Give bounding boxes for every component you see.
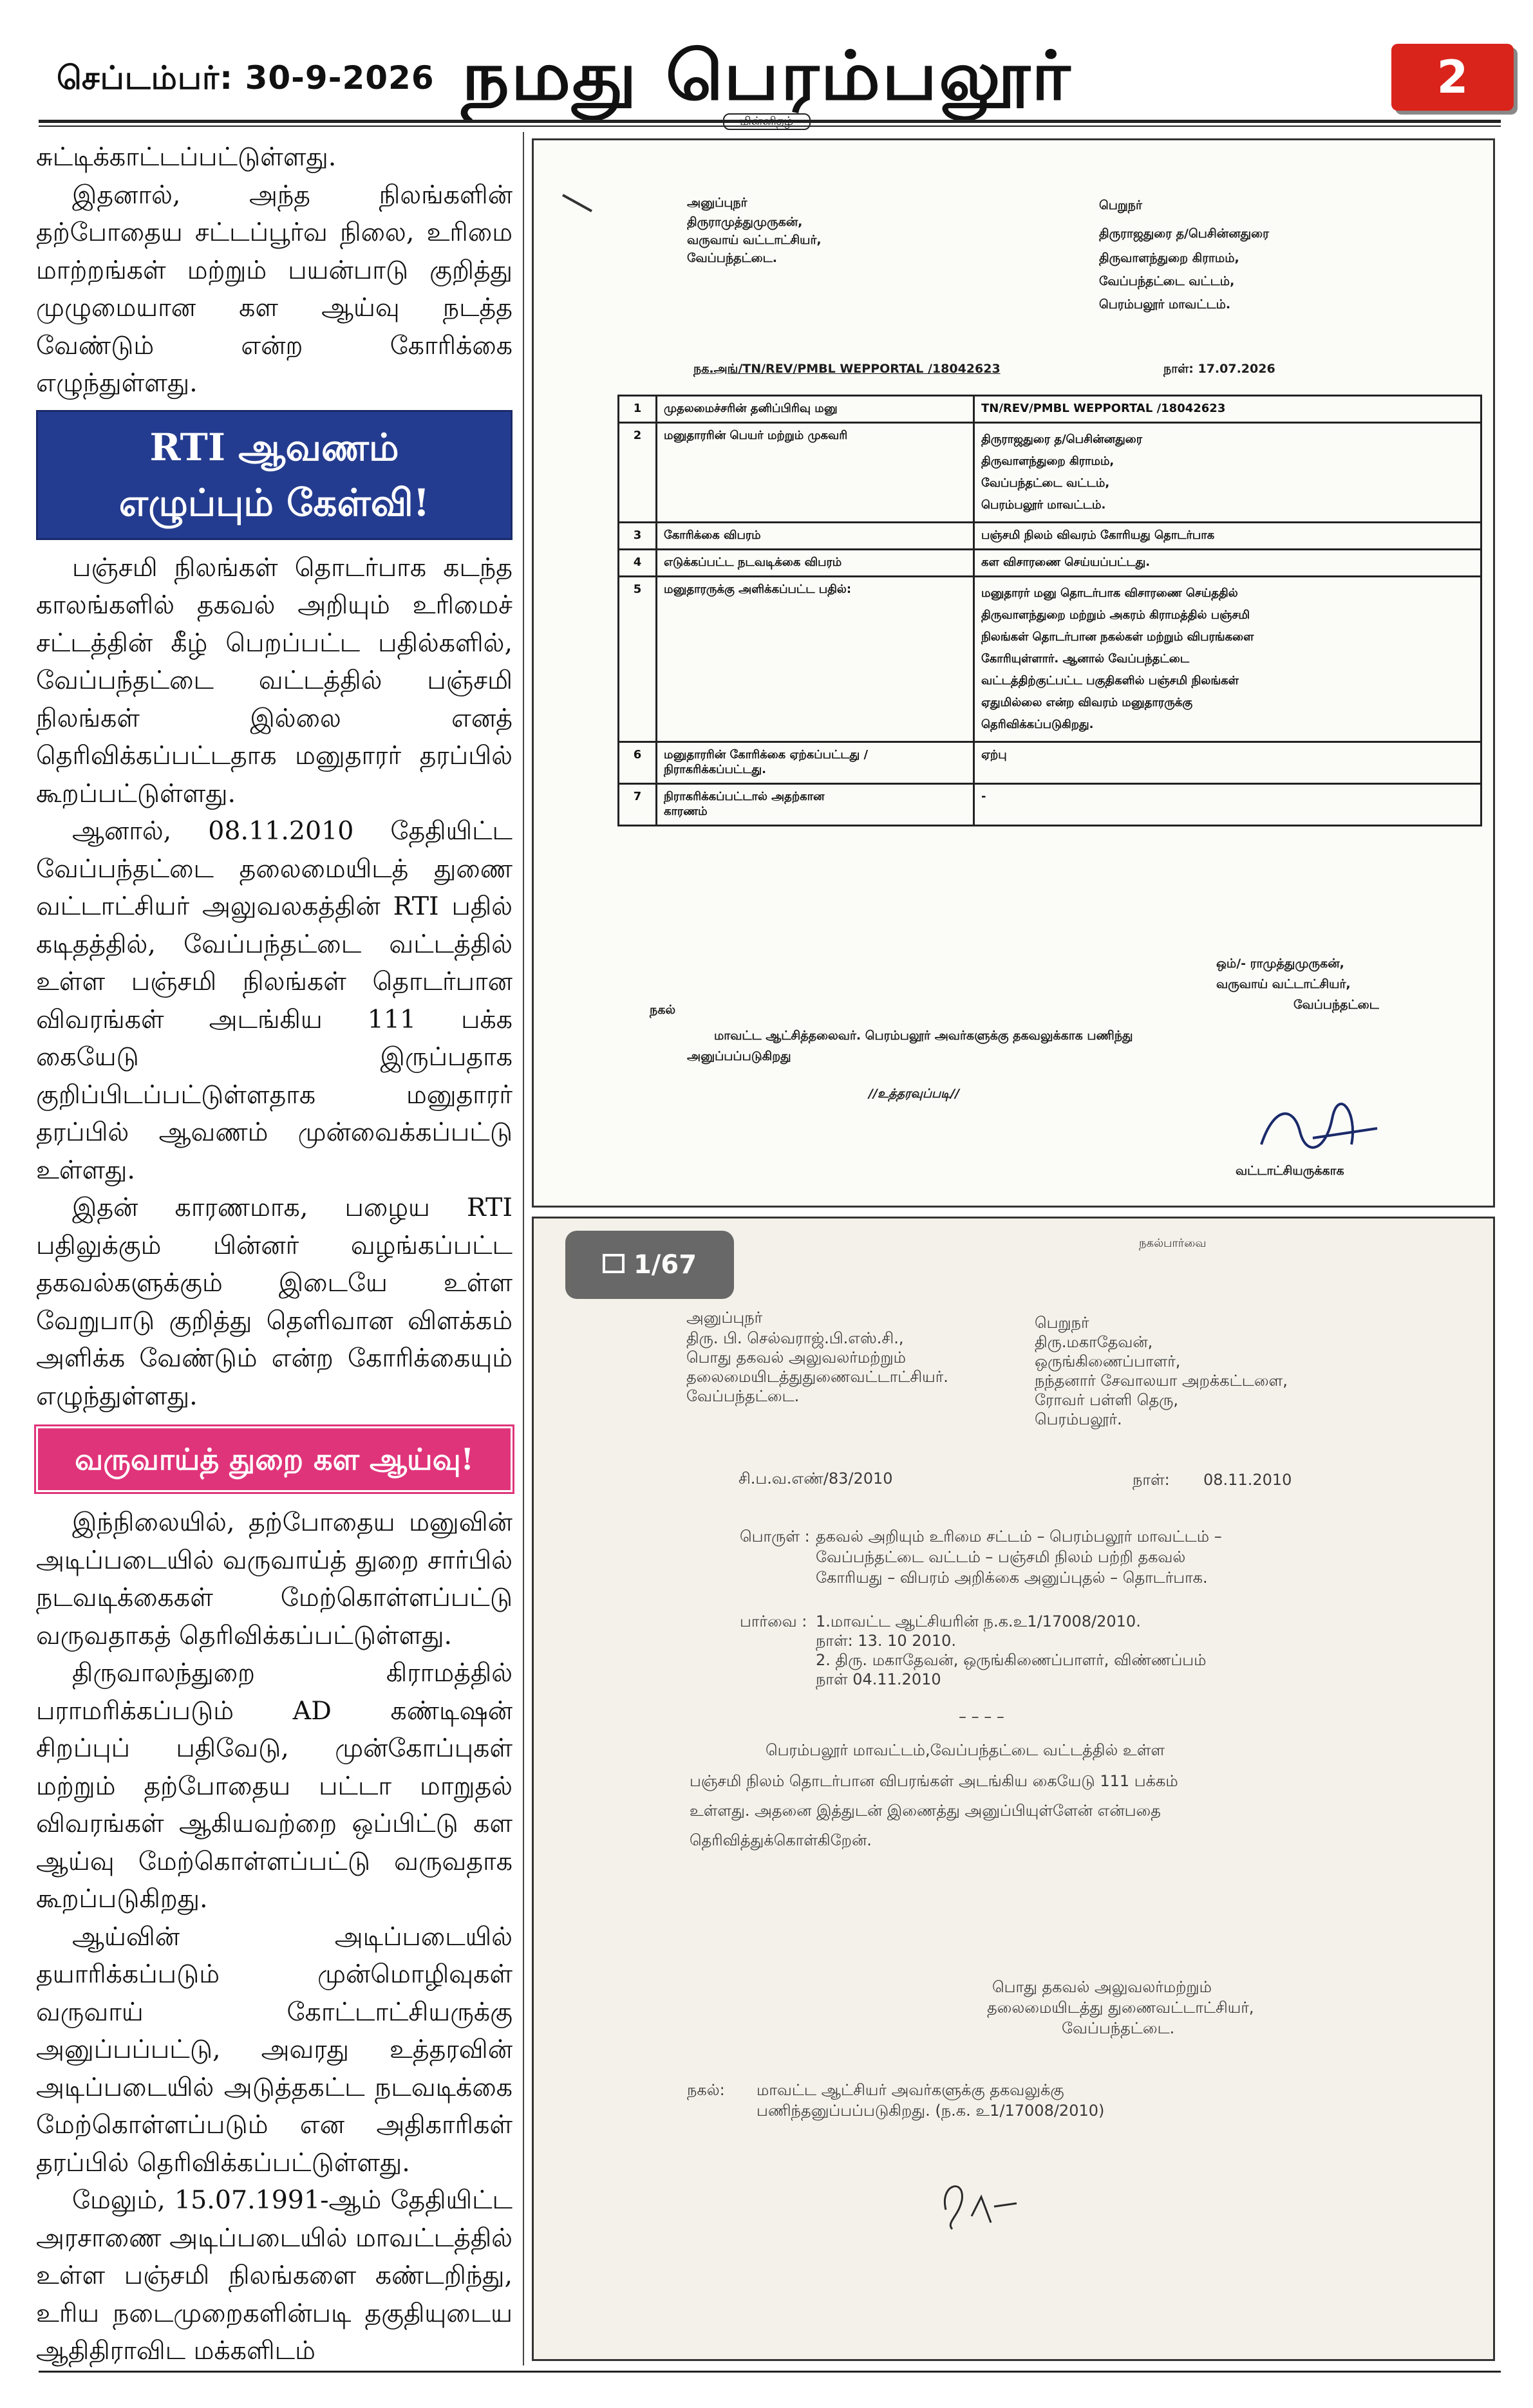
masthead [0, 36, 1533, 130]
doc-from-label: அனுப்புநர் [687, 196, 748, 210]
rti-table-cell-label: நிராகரிக்கப்பட்டால் அதற்கான காரணம் [657, 784, 974, 826]
doc-sign-line: தலைமையிடத்து துணைவட்டாட்சியர், [987, 1999, 1254, 2017]
doc-body-line: உள்ளது. அதனை இத்துடன் இணைத்து அனுப்பியுள்ளேன் என்பதை [690, 1802, 1161, 1820]
doc-copy-line: மாவட்ட ஆட்சியர் அவர்களுக்கு தகவலுக்கு [757, 2081, 1064, 2099]
footer-rule [39, 2371, 1501, 2373]
article-paragraph: இந்நிலையில், தற்போதைய மனுவின் அடிப்படையில் வருவாய்த் துறை சார்பில் நடவடிக்கைகள் மேற்கொள்ளப்பட்டு வருவதாகத் தெரிவிக்கப்பட்டுள்ளது. [36, 1507, 513, 1650]
doc-from-label: அனுப்புநர் [686, 1309, 763, 1327]
issue-date: செப்டம்பர்: 30-9-2026 [57, 59, 435, 97]
doc-subject-line: தகவல் அறியும் உரிமை சட்டம் – பெரம்பலூர் மாவட்டம் – [816, 1527, 1222, 1545]
article-paragraph: திருவாலந்துறை கிராமத்தில் பராமரிக்கப்படும் AD கண்டிஷன் சிறப்புப் பதிவேடு, முன்கோப்புகள் மற்றும் தற்போதைய பட்டா மாறுதல் விவரங்கள் ஆகியவற்றை ஒப்பிட்டு கள ஆய்வு மேற்கொள்ளப்பட்டு வருவதாக கூறப்படுகிறது. [36, 1658, 513, 1914]
doc-from-line: வேப்பந்தட்டை. [686, 1387, 800, 1405]
article-paragraph: ஆனால், 08.11.2010 தேதியிட்ட வேப்பந்தட்டை தலைமையிடத் துணை வட்டாட்சியர் அலுவலகத்தின் RTI பதில் கடிதத்தில், வேப்பந்தட்டை வட்டத்தில் உள்ள பஞ்சமி நிலங்கள் தொடர்பான விவரங்கள் அடங்கிய 111 பக்க கையேடு இருப்பதாக குறிப்பிடப்பட்டுள்ளதாக மனுதாரர் தரப்பில் ஆவணம் முன்வைக்கப்பட்டு உள்ளது. [36, 816, 513, 1185]
doc-to-label: பெறுநர் [1035, 1314, 1089, 1332]
subheading-field-survey: வருவாய்த் துறை கள ஆய்வு! [36, 1426, 513, 1492]
doc-separator: – – – – [959, 1708, 1004, 1726]
signature-icon [933, 2171, 1023, 2235]
rti-table-row [619, 423, 1481, 523]
newspaper-title: நமது பெரம்பலூர் [461, 36, 1072, 116]
rti-table-cell-label: எடுக்கப்பட்ட நடவடிக்கை விபரம் [657, 550, 974, 577]
rti-table-cell-label: கோரிக்கை விபரம் [657, 523, 974, 550]
article-paragraph: பஞ்சமி நிலங்கள் தொடர்பாக கடந்த காலங்களில் தகவல் அறியும் உரிமைச் சட்டத்தின் கீழ் பெறப்பட்ட பதில்களில், வேப்பந்தட்டை வட்டத்தில் பஞ்சமி நிலங்கள் இல்லை எனத் தெரிவிக்கப்பட்டதாக மனுதாரர் தரப்பில் கூறப்பட்டுள்ளது. [36, 552, 513, 808]
doc-references-line: நாள் 04.11.2010 [816, 1670, 941, 1688]
doc-date: 08.11.2010 [1203, 1471, 1292, 1489]
doc-references-label: பார்வை : [740, 1612, 807, 1630]
doc-sign-line: ஒம்/- ராமுத்துமுருகன், [1216, 957, 1344, 971]
rti-table-row [619, 550, 1481, 577]
doc-from-line: திரு. பி. செல்வராஜ்.பி.எஸ்.சி., [686, 1329, 904, 1347]
doc-subject-line: கோரியது – விபரம் அறிக்கை அனுப்புதல் – தொடர்பாக. [816, 1569, 1208, 1587]
doc-body-line: பஞ்சமி நிலம் தொடர்பான விபரங்கள் அடங்கிய கையேடு 111 பக்கம் [690, 1772, 1178, 1790]
doc-from-line: வருவாய் வட்டாட்சியர், [687, 233, 822, 247]
rti-table-cell-no: 3 [619, 523, 657, 550]
article-paragraph: இதன் காரணமாக, பழைய RTI பதிலுக்கும் பின்னர் வழங்கப்பட்ட தகவல்களுக்கும் இடையே உள்ள வேறுபாடு குறித்து தெளிவான விளக்கம் அளிக்க வேண்டும் என்ற கோரிக்கையும் எழுந்துள்ளது. [36, 1193, 513, 1411]
rti-table-cell-no: 5 [619, 577, 657, 742]
rti-table-cell-value: மனுதாரர் மனு தொடர்பாக விசாரணை செய்ததில் திருவாளந்துறை மற்றும் அகரம் கிராமத்தில் பஞ்சமி நிலங்கள் தொடர்பான நகல்கள் மற்றும் விபரங்களை கோரியுள்ளார். ஆனால் வேப்பந்தட்டை வட்டத்திற்குட்பட்ட பகுதிகளில் பஞ்சமி நிலங்கள் ஏதுமில்லை என்ற விவரம் மனுதாரருக்கு தெரிவிக்கப்படுகிறது. [974, 577, 1481, 742]
doc-sign-line: வேப்பந்தட்டை. [1062, 2019, 1175, 2037]
doc-sign-line: வட்டாட்சியருக்காக [1236, 1164, 1344, 1178]
doc-from-line: தலைமையிடத்துதுணைவட்டாட்சியர். [686, 1368, 948, 1386]
subheading-line: எழுப்பும் கேள்வி! [118, 480, 430, 525]
pen-mark [560, 192, 598, 218]
doc-references-line: 1.மாவட்ட ஆட்சியரின் ந.க.உ1/17008/2010. [816, 1612, 1141, 1630]
doc-to-line: ரோவர் பள்ளி தெரு, [1035, 1391, 1178, 1409]
gallery-icon [603, 1254, 625, 1273]
article-paragraph: இதனால், அந்த நிலங்களின் தற்போதைய சட்டப்பூர்வ நிலை, உரிமை மாற்றங்கள் மற்றும் பயன்பாடு குறித்து முழுமையான கள ஆய்வு நடத்த வேண்டும் என்ற கோரிக்கை எழுந்துள்ளது. [36, 180, 513, 398]
doc-to-line: திருராஜதுரை த/பெசின்னதுரை [1099, 227, 1269, 241]
rti-table-row [619, 577, 1481, 742]
doc-date: நாள்: 17.07.2026 [1163, 362, 1275, 376]
doc-sign-line: வேப்பந்தட்டை [1293, 998, 1379, 1012]
rti-table-row [619, 784, 1481, 826]
header-rule [39, 120, 1501, 123]
rti-table-cell-no: 6 [619, 742, 657, 784]
article-paragraph: சுட்டிக்காட்டப்பட்டுள்ளது. [36, 142, 337, 172]
doc-copy-line: மாவட்ட ஆட்சித்தலைவர். பெரம்பலூர் அவர்களுக்கு தகவலுக்காக பணிந்து [714, 1029, 1133, 1043]
image-counter-badge[interactable] [565, 1231, 734, 1299]
rti-table-cell-label: மனுதாரரின் பெயர் மற்றும் முகவரி [657, 423, 974, 523]
page-number-badge: 2 [1391, 44, 1514, 111]
rti-table-cell-value: திருராஜதுரை த/பெசின்னதுரை திருவாளந்துறை கிராமம், வேப்பந்தட்டை வட்டம், பெரம்பலூர் மாவட்டம். [974, 423, 1481, 523]
doc-to-line: திரு.மகாதேவன், [1035, 1333, 1153, 1351]
rti-reply-document-2010 [532, 1217, 1495, 2361]
doc-references-line: 2. திரு. மகாதேவன், ஒருங்கிணைப்பாளர், விண்ணப்பம் [816, 1651, 1207, 1669]
doc-to-line: வேப்பந்தட்டை வட்டம், [1099, 274, 1235, 288]
rti-table-cell-value: பஞ்சமி நிலம் விவரம் கோரியது தொடர்பாக [974, 523, 1481, 550]
article-column [36, 138, 513, 2370]
rti-table-row [619, 396, 1481, 423]
doc-reference: நக.அங்/TN/REV/PMBL WEPPORTAL /18042623 [693, 362, 1001, 376]
doc-copy-label: நகல்: [687, 2081, 725, 2099]
doc-subject-label: பொருள் : [740, 1527, 810, 1545]
image-counter-text: 1/67 [633, 1250, 697, 1280]
article-paragraph: ஆய்வின் அடிப்படையில் தயாரிக்கப்படும் முன்மொழிவுகள் வருவாய் கோட்டாட்சியருக்கு அனுப்பப்பட்டு, அவரது உத்தரவின் அடிப்படையில் அடுத்தகட்ட நடவடிக்கை மேற்கொள்ளப்படும் என அதிகாரிகள் தரப்பில் தெரிவிக்கப்பட்டுள்ளது. [36, 1921, 513, 2178]
doc-copy-line: பணிந்தனுப்பப்படுகிறது. (ந.க. உ1/17008/2010) [757, 2102, 1105, 2120]
doc-sign-line: பொது தகவல் அலுவலர்மற்றும் [992, 1978, 1212, 1996]
doc-reference: சி.ப.வ.எண்/83/2010 [738, 1470, 893, 1488]
doc-sign-line: வருவாய் வட்டாட்சியர், [1216, 977, 1351, 991]
doc-to-line: பெரம்பலூர். [1035, 1410, 1122, 1428]
article-paragraph: மேலும், 15.07.1991-ஆம் தேதியிட்ட அரசாணை அடிப்படையில் மாவட்டத்தில் உள்ள பஞ்சமி நிலங்களை கண்டறிந்து, உரிய நடைமுறைகளின்படி தகுதியுடைய ஆதிதிராவிட மக்களிடம் [36, 2185, 513, 2366]
subheading-rti [36, 410, 513, 540]
rti-table-cell-no: 1 [619, 396, 657, 423]
rti-table-cell-value: கள விசாரணை செய்யப்பட்டது. [974, 550, 1481, 577]
signature-icon [1255, 1093, 1384, 1164]
doc-to-line: நந்தனார் சேவாலயா அறக்கட்டளை, [1035, 1372, 1288, 1390]
doc-order: //உத்தரவுப்படி// [869, 1087, 960, 1101]
rti-table-cell-label: முதலமைச்சரின் தனிப்பிரிவு மனு [657, 396, 974, 423]
rti-table-cell-value: - [974, 784, 1481, 826]
doc-to-label: பெறுநர் [1099, 198, 1142, 212]
rti-table-cell-no: 2 [619, 423, 657, 523]
rti-table-row [619, 523, 1481, 550]
rti-table-cell-no: 4 [619, 550, 657, 577]
rti-table-cell-value: TN/REV/PMBL WEPPORTAL /18042623 [974, 396, 1481, 423]
doc-to-line: திருவாளந்துறை கிராமம், [1099, 251, 1239, 265]
doc-from-line: வேப்பந்தட்டை. [687, 251, 777, 265]
doc-copy-line: அனுப்பப்படுகிறது [687, 1049, 791, 1063]
doc-to-line: பெரம்பலூர் மாவட்டம். [1099, 297, 1231, 312]
rti-table-row [619, 742, 1481, 784]
rti-table-cell-value: ஏற்பு [974, 742, 1481, 784]
doc-from-line: பொது தகவல் அலுவலர்மற்றும் [686, 1349, 906, 1367]
doc-header-note: நகல்பார்வை [1139, 1237, 1207, 1250]
doc-to-line: ஒருங்கிணைப்பாளர், [1035, 1352, 1181, 1370]
column-divider [523, 132, 524, 2366]
doc-body-line: பெரம்பலூர் மாவட்டம்,வேப்பந்தட்டை வட்டத்தில் உள்ள [766, 1741, 1165, 1759]
doc-body-line: தெரிவித்துக்கொள்கிறேன். [690, 1831, 872, 1849]
rti-table-cell-label: மனுதாரரின் கோரிக்கை ஏற்கப்பட்டது / நிராகரிக்கப்பட்டது. [657, 742, 974, 784]
header-rule-thin [39, 126, 1501, 127]
doc-copy-label: நகல் [650, 1003, 676, 1017]
doc-date-label: நாள்: [1133, 1471, 1170, 1489]
doc-from-line: திருராமுத்துமுருகன், [687, 215, 803, 229]
rti-reply-document-2026 [532, 138, 1495, 1208]
rti-details-table [617, 395, 1482, 826]
subheading-line: RTI ஆவணம் [149, 425, 399, 469]
rti-table-cell-no: 7 [619, 784, 657, 826]
rti-table-cell-label: மனுதாரருக்கு அளிக்கப்பட்ட பதில்: [657, 577, 974, 742]
doc-subject-line: வேப்பந்தட்டை வட்டம் – பஞ்சமி நிலம் பற்றி தகவல் [816, 1548, 1186, 1566]
doc-references-line: நாள்: 13. 10 2010. [816, 1632, 956, 1650]
